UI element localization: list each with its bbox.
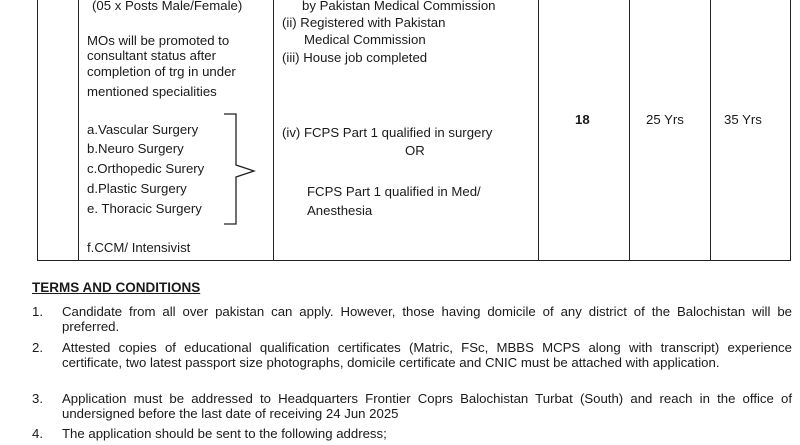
- min-age: 25 Yrs: [646, 112, 684, 127]
- term-number: 2.: [32, 340, 43, 355]
- table-divider-2: [273, 0, 274, 260]
- speciality-ccm: f.CCM/ Intensivist: [87, 240, 191, 255]
- table-divider-4: [629, 0, 630, 260]
- posts-note: (05 x Posts Male/Female): [92, 0, 243, 13]
- term-text: Attested copies of educational qualification certificates (Matric, FSc, MBBS MCPS along with transcript) experience certificate, two latest passport size photographs, domicile certificate and CNIC must be attached with application.: [62, 340, 792, 370]
- qualification-ii-line-1: (ii) Registered with Pakistan: [282, 15, 446, 30]
- speciality-thoracic: e. Thoracic Surgery: [87, 201, 202, 216]
- speciality-orthopedic: c.Orthopedic Surery: [87, 161, 205, 176]
- qualification-ii-line-2: Medical Commission: [304, 32, 426, 47]
- brace-icon: [222, 113, 262, 225]
- posts-count: 18: [575, 112, 590, 127]
- term-number: 3.: [32, 391, 43, 406]
- promotion-note-line-2: consultant status after: [87, 48, 217, 63]
- qualification-pmc-line: by Pakistan Medical Commission: [302, 0, 496, 13]
- term-text: Application must be addressed to Headquarters Frontier Coprs Balochistan Turbat (South) and reach in the office of undersigned before the last date of receiving 24 Jun 2025: [62, 391, 792, 421]
- term-number: 1.: [32, 304, 43, 319]
- qualification-alt-line-2: Anesthesia: [307, 203, 373, 218]
- term-number: 4.: [32, 426, 43, 441]
- speciality-neuro: b.Neuro Surgery: [87, 141, 184, 156]
- promotion-note-line-4: mentioned specialities: [87, 84, 217, 99]
- term-text: Candidate from all over pakistan can apply. However, those having domicile of any district of the Balochistan will be preferred.: [62, 304, 792, 334]
- qualification-iv: (iv) FCPS Part 1 qualified in surgery: [282, 125, 493, 140]
- promotion-note-line-1: MOs will be promoted to: [87, 33, 230, 48]
- term-text: The application should be sent to the following address;: [62, 426, 387, 441]
- terms-heading: TERMS AND CONDITIONS: [32, 280, 201, 295]
- table-divider-3: [538, 0, 539, 260]
- table-divider-1: [78, 0, 79, 260]
- qualification-alt-line-1: FCPS Part 1 qualified in Med/: [307, 184, 481, 199]
- max-age: 35 Yrs: [724, 112, 762, 127]
- speciality-plastic: d.Plastic Surgery: [87, 181, 187, 196]
- qualification-or: OR: [405, 143, 425, 158]
- table-divider-5: [710, 0, 711, 260]
- speciality-vascular: a.Vascular Surgery: [87, 122, 199, 137]
- promotion-note-line-3: completion of trg in under: [87, 64, 236, 79]
- qualification-iii: (iii) House job completed: [282, 50, 428, 65]
